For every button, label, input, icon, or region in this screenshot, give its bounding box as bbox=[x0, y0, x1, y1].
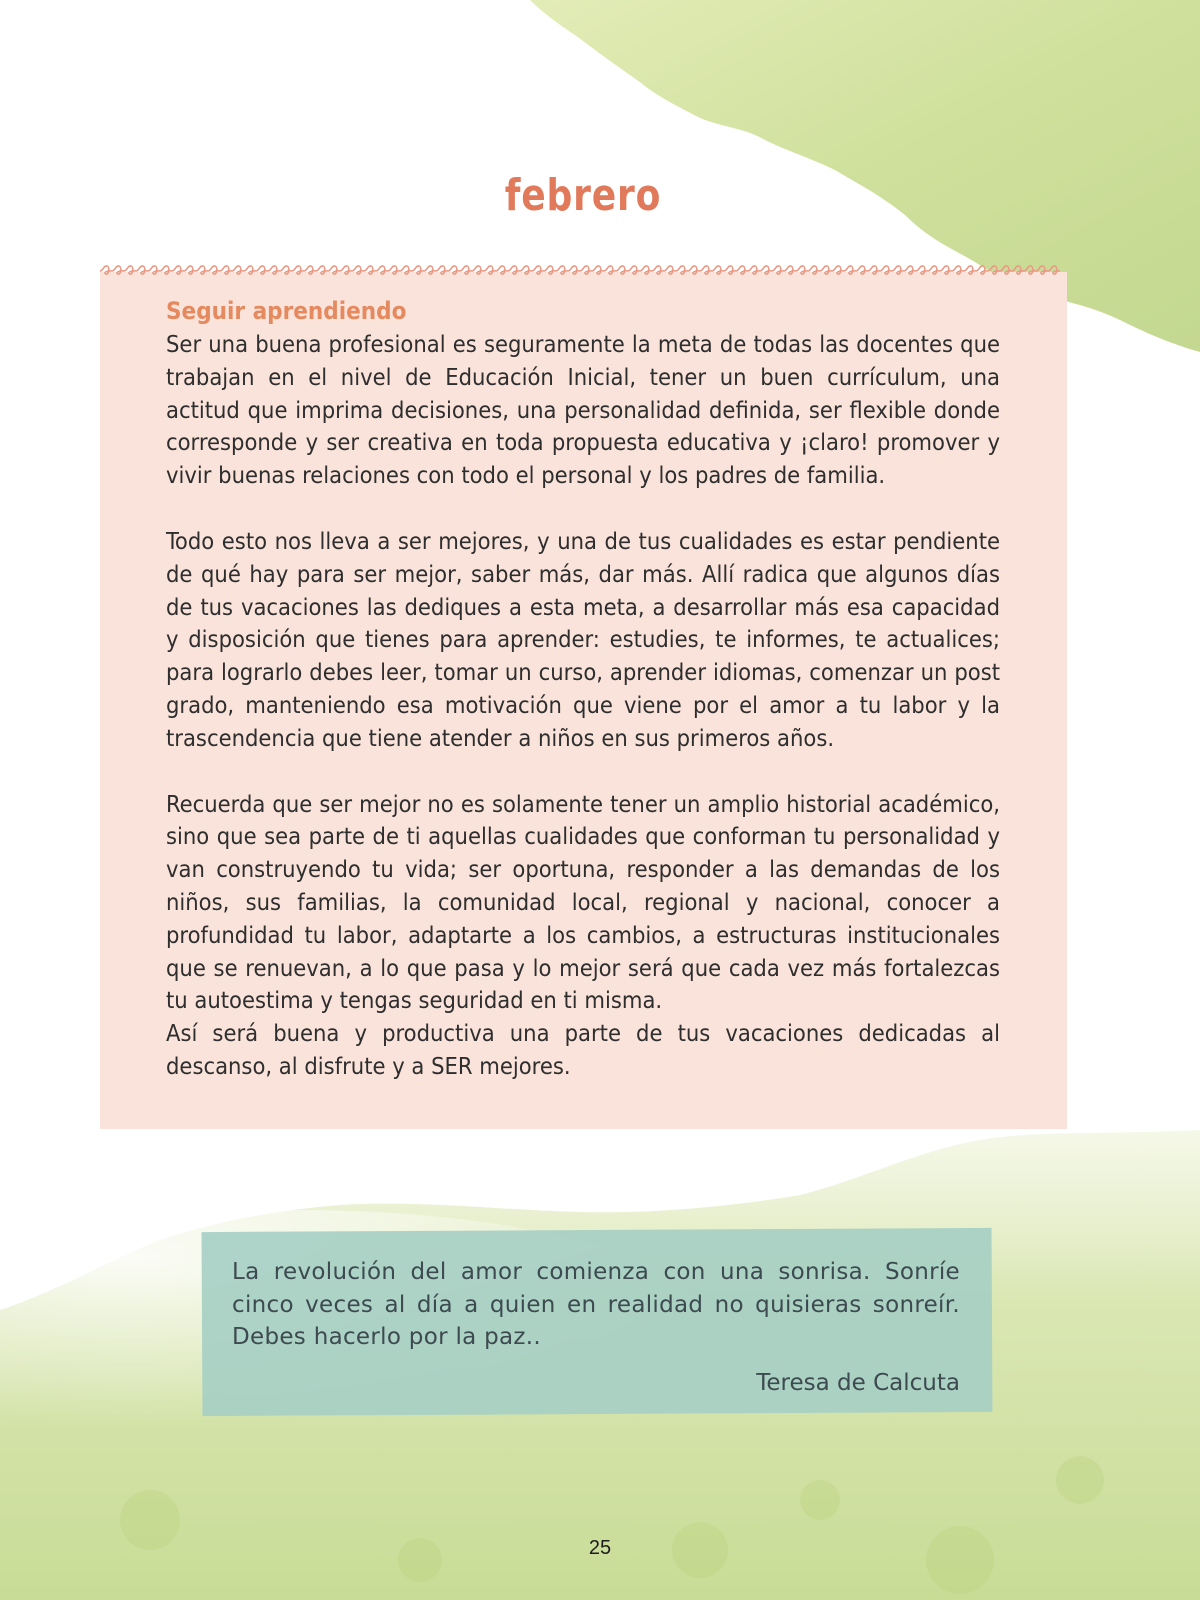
decorative-wave-border bbox=[100, 262, 1067, 280]
month-title: febrero bbox=[504, 170, 662, 221]
quote-text: La revolución del amor comienza con una sonrisa. Sonríe cinco veces al día a quien en realidad no quisieras sonreír. Debes hacerlo por la paz.. bbox=[232, 1259, 960, 1350]
article-content bbox=[166, 294, 1000, 1083]
section-heading: Seguir aprendiendo bbox=[166, 297, 407, 325]
article-paragraph-2: Todo esto nos lleva a ser mejores, y una de tus cualidades es estar pendiente de qué hay para ser mejor, saber más, dar más. Allí radica que algunos días de tus vacaciones las dediques a esta meta, a desarrollar más esa capacidad y disposición que tienes para aprender: estudies, te informes, te actualices; para lograrlo debes leer, tomar un curso, aprender idiomas, comenzar un post grado, manteniendo esa motivación que viene por el amor a tu labor y la trascendencia que tiene atender a niños en sus primeros años. bbox=[166, 526, 1000, 752]
article-paragraph-4: Así será buena y productiva una parte de tus vacaciones dedicadas al descanso, al disfrute y a SER mejores. bbox=[166, 1019, 1000, 1080]
quote-author: Teresa de Calcuta bbox=[756, 1370, 960, 1396]
article-paragraph-1: Ser una buena profesional es seguramente la meta de todas las docentes que trabajan en el nivel de Educación Inicial, tener un buen currículum, una actitud que imprima decisiones, una personalidad definida, ser flexible donde corresponde y ser creativa en toda propuesta educativa y ¡claro! promover y vivir buenas relaciones con todo el personal y los padres de familia. bbox=[166, 330, 1000, 490]
page-number: 25 bbox=[588, 1537, 612, 1559]
article-paragraph-3: Recuerda que ser mejor no es solamente tener un amplio historial académico, sino que sea parte de ti aquellas cualidades que conforman tu personalidad y van construyendo tu vida; ser oportuna, responder a las demandas de los niños, sus familias, la comunidad local, regional y nacional, conocer a profundidad tu labor, adaptarte a los cambios, a estructuras institucionales que se renuevan, a lo que pasa y lo mejor será que cada vez más fortalezcas tu autoestima y tengas seguridad en ti misma. bbox=[166, 789, 1000, 1015]
